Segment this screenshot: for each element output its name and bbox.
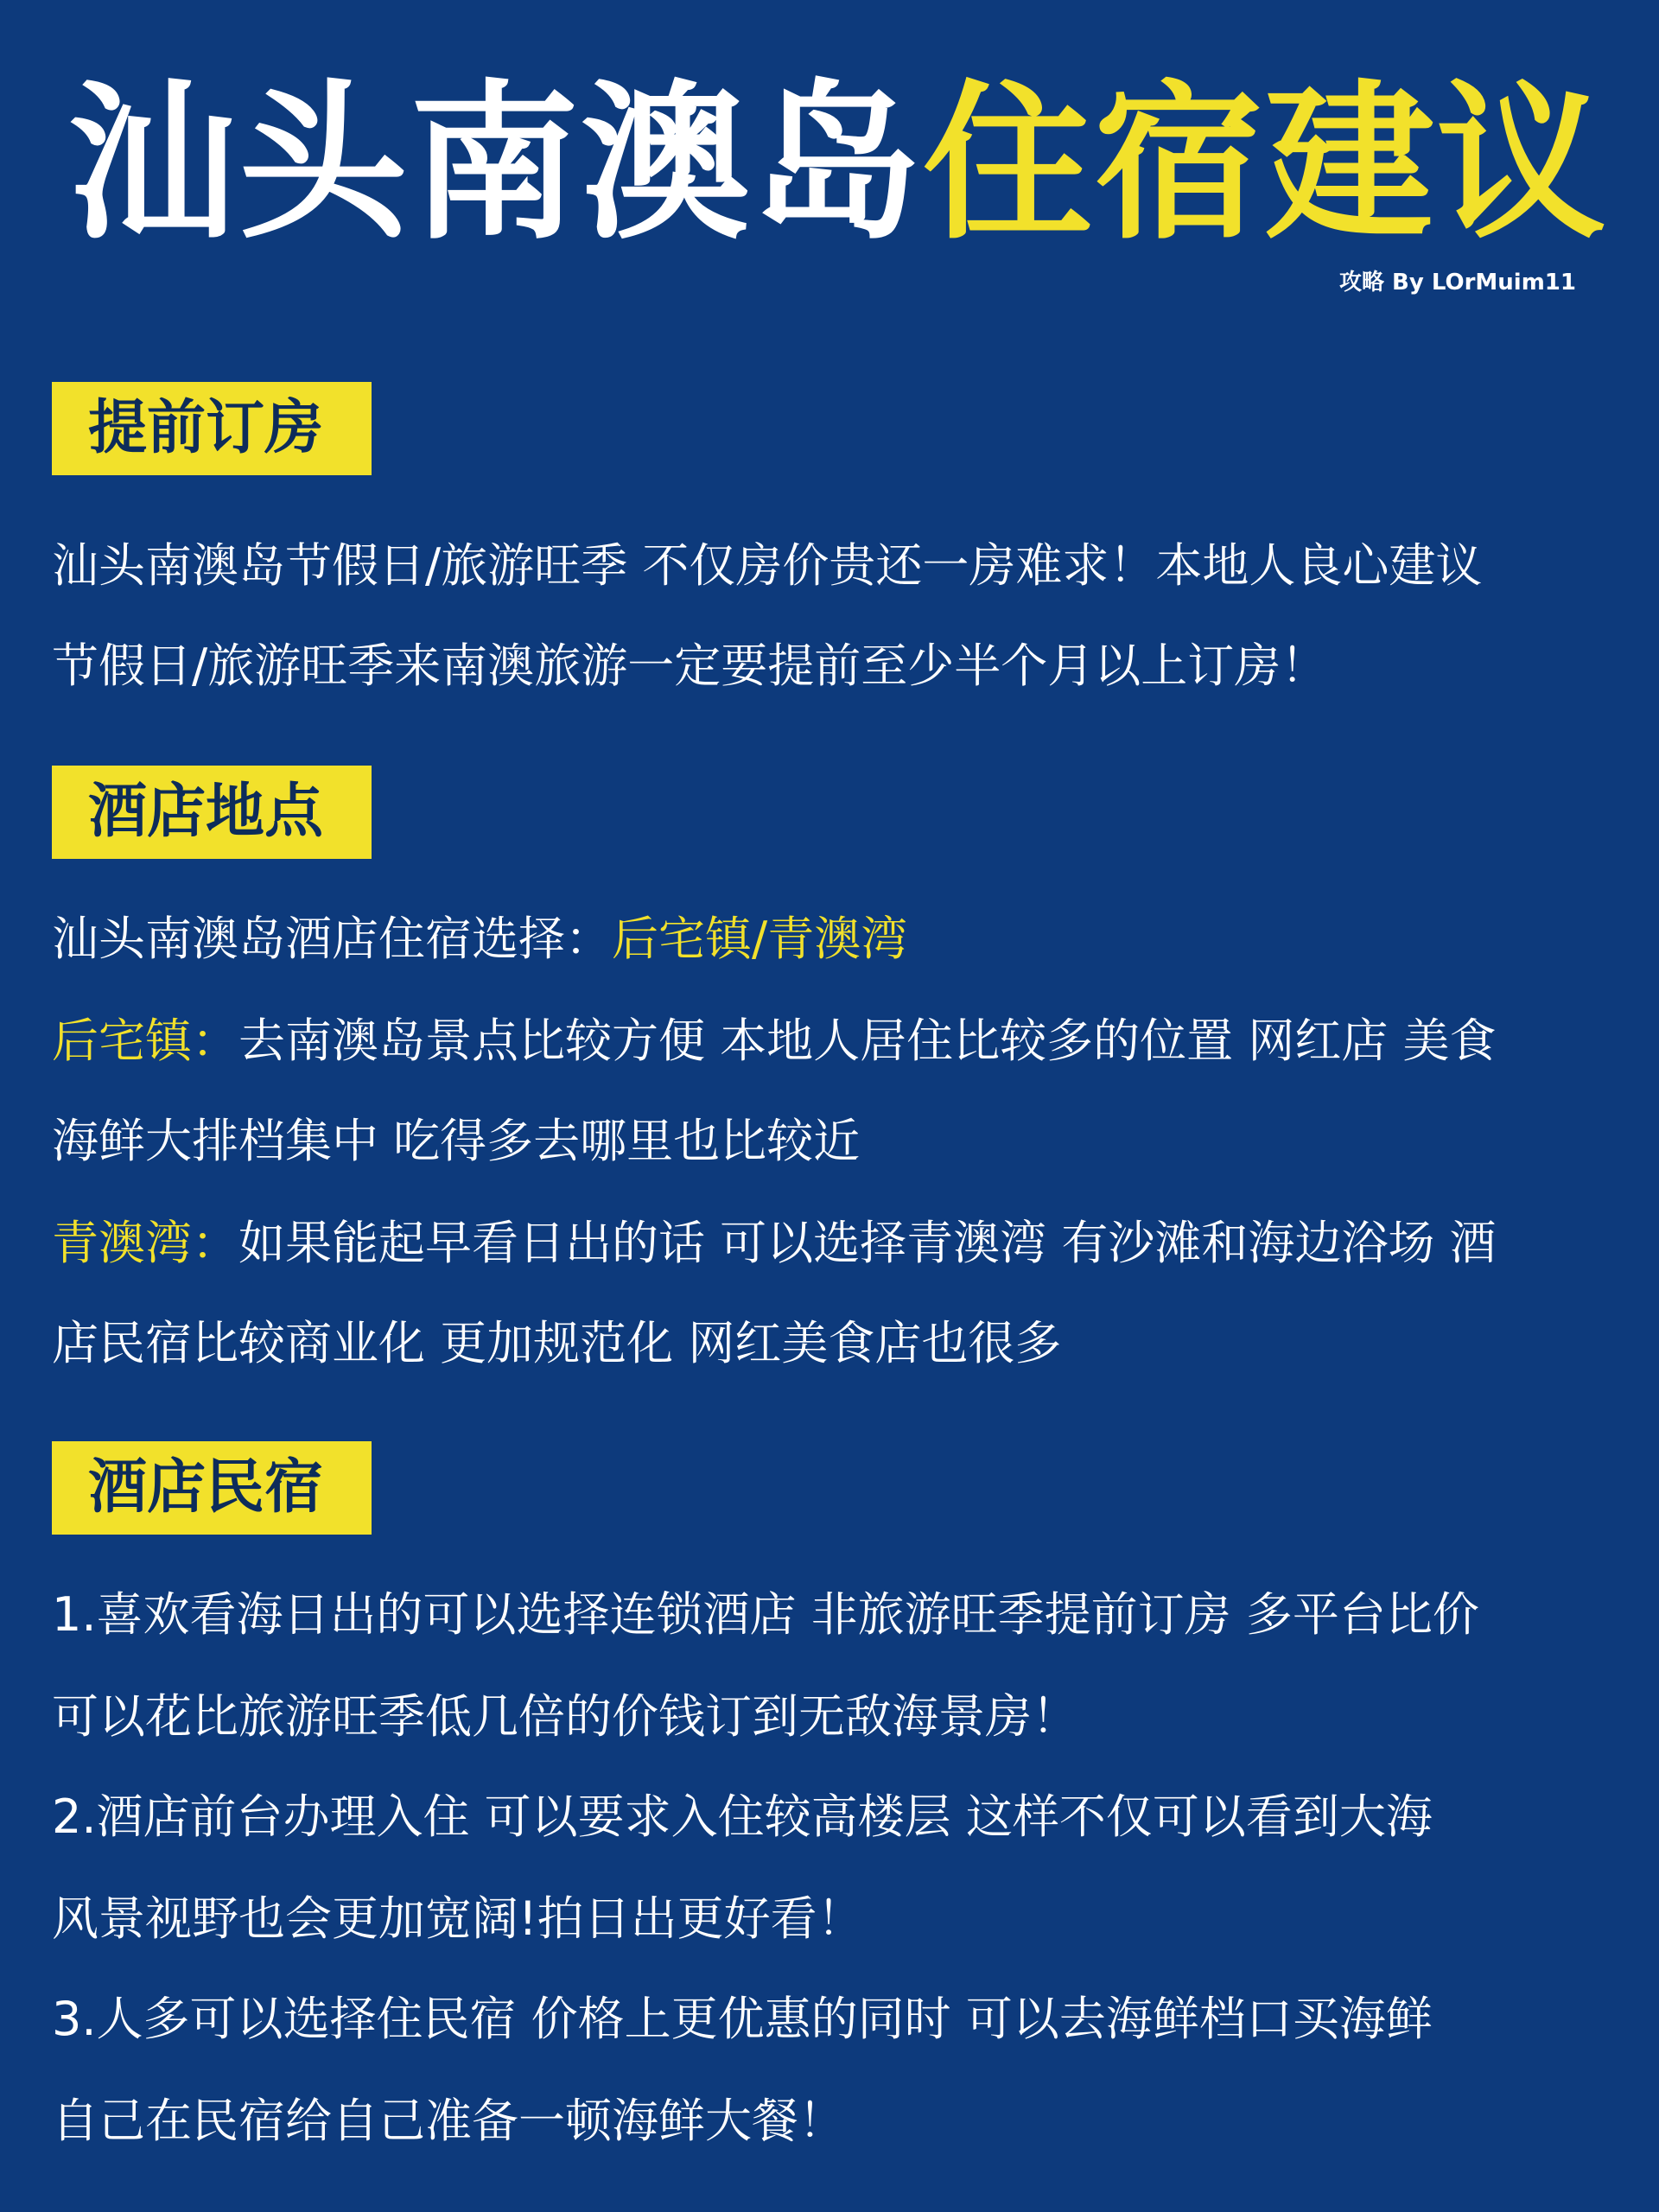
section-heading-hotels: 酒店民宿 bbox=[52, 1441, 372, 1535]
hotels-line-4: 风景视野也会更加宽阔!拍日出更好看！ bbox=[52, 1891, 864, 1946]
title-white-part: 汕头南澳岛 bbox=[67, 66, 924, 263]
qingao-label: 青澳湾： bbox=[52, 1216, 238, 1270]
page-title bbox=[67, 60, 1607, 268]
hotels-line-5: 3.人多可以选择住民宿 价格上更优惠的同时 可以去海鲜档口买海鲜 bbox=[52, 1992, 1433, 2046]
houzhai-label: 后宅镇： bbox=[52, 1014, 238, 1068]
title-yellow-part: 住宿建议 bbox=[923, 66, 1608, 263]
qingao-line-2: 店民宿比较商业化 更加规范化 网红美食店也很多 bbox=[52, 1316, 1062, 1370]
hotels-line-6: 自己在民宿给自己准备一顿海鲜大餐！ bbox=[52, 2094, 845, 2148]
section-heading-location: 酒店地点 bbox=[52, 766, 372, 859]
qingao-line-1 bbox=[52, 1213, 1497, 1274]
houzhai-line-2: 海鲜大排档集中 吃得多去哪里也比较近 bbox=[52, 1114, 861, 1168]
hotels-line-2: 可以花比旅游旺季低几倍的价钱订到无敌海景房！ bbox=[52, 1689, 1078, 1744]
author-credit: 攻略 By LOrMuim11 bbox=[1338, 270, 1576, 296]
hotels-line-3: 2.酒店前台办理入住 可以要求入住较高楼层 这样不仅可以看到大海 bbox=[52, 1789, 1433, 1844]
houzhai-line-1 bbox=[52, 1011, 1497, 1071]
booking-line-1: 汕头南澳岛节假日/旅游旺季 不仅房价贵还一房难求！本地人良心建议 bbox=[52, 538, 1483, 593]
location-intro-label: 汕头南澳岛酒店住宿选择： bbox=[52, 912, 612, 966]
section-heading-booking: 提前订房 bbox=[52, 382, 372, 475]
booking-line-2: 节假日/旅游旺季来南澳旅游一定要提前至少半个月以上订房！ bbox=[52, 639, 1328, 693]
hotels-line-1: 1.喜欢看海日出的可以选择连锁酒店 非旅游旺季提前订房 多平台比价 bbox=[52, 1587, 1479, 1642]
location-intro-highlight: 后宅镇/青澳湾 bbox=[612, 912, 908, 966]
location-intro bbox=[52, 909, 907, 969]
qingao-text-1: 如果能起早看日出的话 可以选择青澳湾 有沙滩和海边浴场 酒 bbox=[238, 1216, 1497, 1270]
houzhai-text-1: 去南澳岛景点比较方便 本地人居住比较多的位置 网红店 美食 bbox=[238, 1014, 1497, 1068]
